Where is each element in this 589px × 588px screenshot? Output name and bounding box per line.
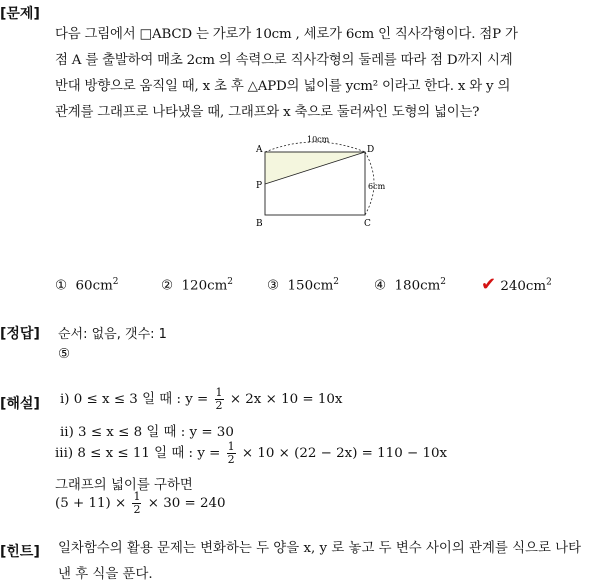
fraction-1-denominator: 2 (215, 399, 223, 412)
label-d: D (367, 145, 375, 155)
explanation-line-5-pre: (5 + 11) × (55, 496, 127, 511)
choice-1-sup: 2 (112, 277, 119, 287)
fraction-1-numerator: 1 (215, 386, 223, 399)
fraction-half-1 (215, 387, 224, 412)
answer-line-2: ⑤ (58, 347, 71, 362)
choice-2-number: ② (161, 278, 174, 294)
problem-line-3: 반대 방향으로 움직일 때, x 초 후 △APD의 넓이를 ycm² 이라고 한다. x 와 y 의 (55, 79, 511, 94)
choice-3-number: ③ (267, 278, 280, 294)
choice-3[interactable] (267, 277, 339, 293)
choice-3-sup: 2 (333, 277, 340, 287)
fraction-2-numerator: 1 (227, 440, 235, 453)
fraction-3-numerator: 1 (133, 490, 141, 503)
fraction-3-denominator: 2 (133, 503, 141, 516)
hint-text: 일차함수의 활용 문제는 변화하는 두 양을 x, y 로 놓고 두 변수 사이의 관계를 식으로 나타낸 후 식을 푼다. (58, 541, 582, 582)
choice-1-value: 60cm (75, 278, 113, 294)
problem-line-2: 점 A 를 출발하여 매초 2cm 의 속력으로 직사각형의 둘레를 따라 점 D까지 시계 (55, 53, 513, 68)
choice-4-value: 180cm (394, 278, 441, 294)
label-c: C (364, 219, 371, 229)
choice-2[interactable] (161, 277, 233, 293)
fraction-half-2 (227, 441, 236, 466)
answer-line-1: 순서: 없음, 갯수: 1 (58, 327, 167, 342)
label-a: A (256, 145, 263, 155)
choice-2-sup: 2 (227, 277, 234, 287)
height-label: 6cm (368, 182, 386, 191)
explanation-line-5-post: × 30 = 240 (147, 496, 226, 511)
answer-tag: [정답] (0, 326, 40, 342)
choice-5-value: 240cm (500, 279, 547, 294)
rectangle-figure (240, 130, 400, 235)
hint-tag: [힌트] (0, 544, 40, 560)
label-b: B (256, 219, 263, 229)
checkmark-icon: ✔ (481, 274, 497, 295)
choice-4[interactable] (374, 277, 446, 293)
explanation-line-1-pre: i) 0 ≤ x ≤ 3 일 때 : y = (60, 392, 209, 407)
choice-4-number: ④ (374, 278, 387, 294)
choice-1-number: ① (55, 278, 68, 294)
width-label: 10cm (307, 135, 330, 144)
choice-2-value: 120cm (181, 278, 228, 294)
fraction-half-3 (132, 491, 141, 516)
choice-4-sup: 2 (440, 277, 447, 287)
explanation-tag: [해설] (0, 396, 40, 412)
choice-3-value: 150cm (287, 278, 334, 294)
explanation-line-5 (55, 491, 226, 516)
explanation-line-3-pre: iii) 8 ≤ x ≤ 11 일 때 : y = (55, 446, 221, 461)
label-p: P (256, 181, 263, 191)
problem-line-1: 다음 그림에서 □ABCD 는 가로가 10cm , 세로가 6cm 인 직사각형이다. 점P 가 (55, 27, 518, 42)
explanation-line-3-post: × 10 × (22 − 2x) = 110 − 10x (241, 446, 448, 461)
explanation-line-1-post: × 2x × 10 = 10x (229, 392, 343, 407)
choice-5[interactable] (481, 274, 552, 295)
choice-5-sup: 2 (546, 277, 552, 288)
problem-tag: [문제] (0, 6, 40, 22)
explanation-line-1 (60, 387, 342, 412)
problem-line-4: 관계를 그래프로 나타냈을 때, 그래프와 x 축으로 둘러싸인 도형의 넓이는? (55, 105, 480, 120)
choice-1[interactable] (55, 277, 119, 293)
explanation-line-3 (55, 441, 447, 466)
explanation-line-4: 그래프의 넓이를 구하면 (55, 478, 193, 493)
fraction-2-denominator: 2 (227, 453, 235, 466)
explanation-line-2: ii) 3 ≤ x ≤ 8 일 때 : y = 30 (60, 425, 234, 440)
